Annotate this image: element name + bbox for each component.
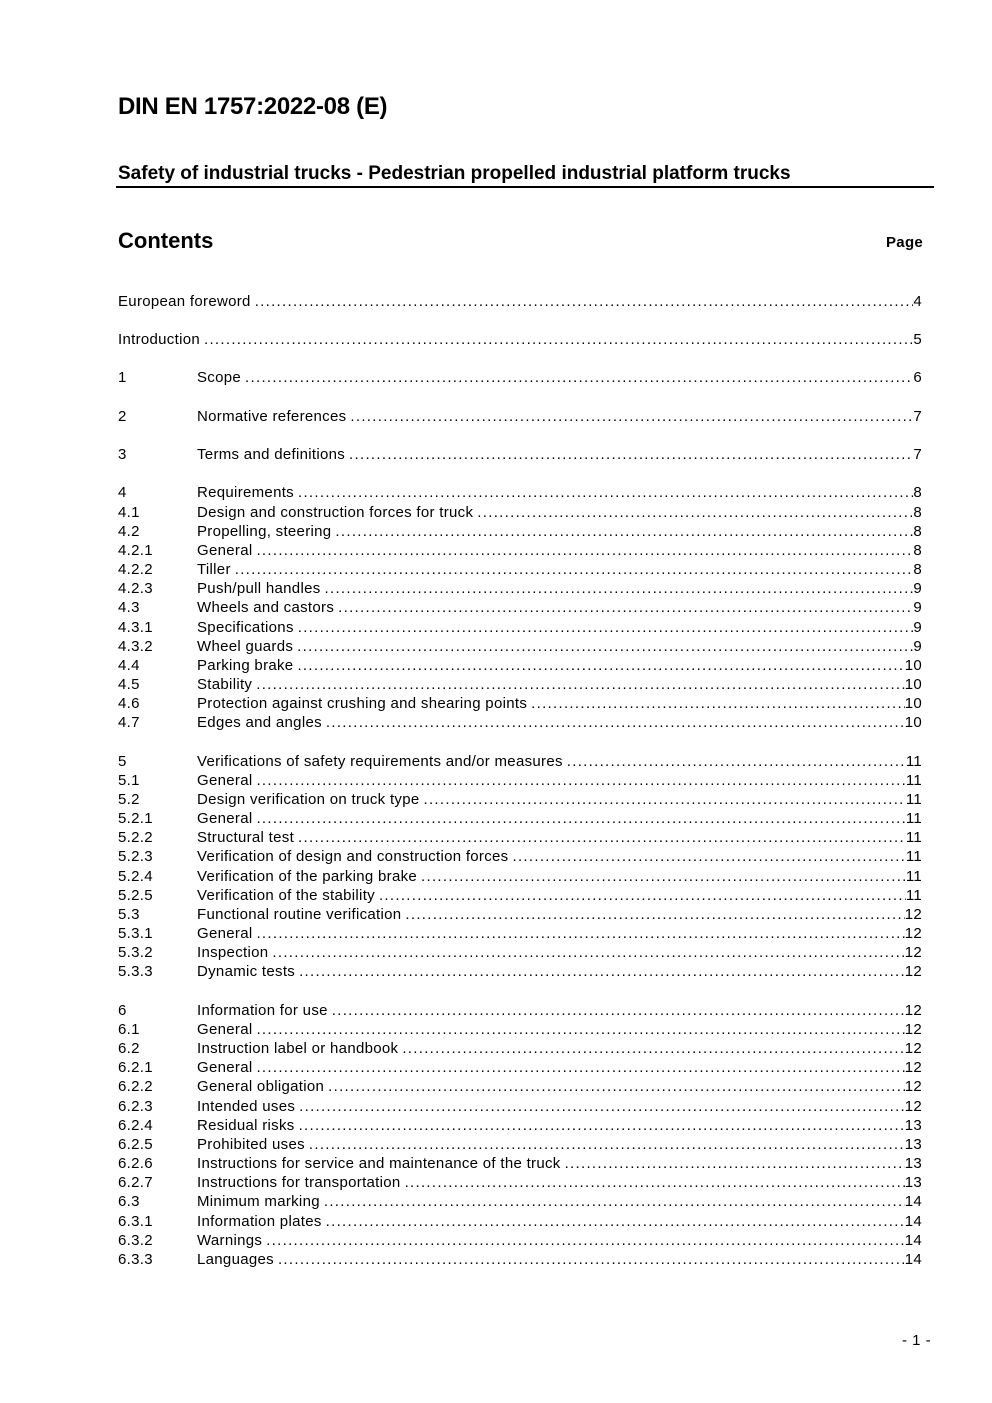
toc-entry-page: 14 [904,1251,922,1268]
toc-entry[interactable] [118,1212,922,1231]
toc-entry-page: 11 [905,791,922,808]
toc-entry-page: 10 [904,676,922,693]
toc-entry[interactable] [118,675,922,694]
toc-entry-number: 4.7 [118,714,140,731]
toc-entry-number: 4.2.3 [118,580,153,597]
toc-entry-page: 12 [904,1021,922,1038]
toc-entry-title: Stability [197,676,253,693]
toc-entry-page: 12 [904,1002,922,1019]
toc-entry-number: 6.3 [118,1193,140,1210]
toc-entry[interactable] [118,1001,922,1020]
toc-entry-title: Wheel guards [197,638,294,655]
toc-entry-page: 14 [904,1213,922,1230]
toc-entry-number: 3 [118,446,127,463]
toc-entry[interactable] [118,503,922,522]
toc-entry-page: 13 [904,1174,922,1191]
toc-entry[interactable] [118,924,922,943]
dot-leader [349,445,913,464]
toc-entry-number: 5.2 [118,791,140,808]
toc-entry-page: 8 [913,504,922,521]
toc-entry[interactable] [118,847,922,866]
dot-leader [235,560,914,579]
toc-entry-title: Intended uses [197,1098,296,1115]
dot-leader [278,1250,905,1269]
toc-entry[interactable] [118,445,922,464]
toc-entry-number: 5.2.3 [118,848,153,865]
toc-entry-number: 6.2.3 [118,1098,153,1115]
toc-entry-page: 12 [904,1078,922,1095]
dot-leader [335,522,913,541]
toc-entry-page: 11 [905,753,922,770]
toc-entry-number: 6.3.1 [118,1213,153,1230]
toc-entry-page: 10 [904,695,922,712]
toc-entry[interactable] [118,1097,922,1116]
toc-entry-title: General [197,810,253,827]
toc-entry-number: 4.3.1 [118,619,153,636]
dot-leader [256,675,904,694]
toc-entry-title: Instruction label or handbook [197,1040,399,1057]
dot-leader [266,1231,905,1250]
toc-entry[interactable] [118,598,922,617]
toc-entry-page: 7 [913,408,922,425]
toc-entry-page: 13 [904,1155,922,1172]
toc-entry-number: 5.1 [118,772,140,789]
toc-entry-number: 4.2.2 [118,561,153,578]
toc-entry-number: 4.3 [118,599,140,616]
toc-entry-page: 8 [913,484,922,501]
toc-entry-title: General [197,925,253,942]
toc-entry-number: 5 [118,753,127,770]
toc-entry-title: Inspection [197,944,269,961]
dot-leader [309,1135,905,1154]
dot-leader [297,637,913,656]
toc-entry-title: Instructions for transportation [197,1174,401,1191]
title-rule [116,186,934,188]
dot-leader [405,905,904,924]
toc-entry-page: 12 [904,1059,922,1076]
dot-leader [325,579,914,598]
toc-entry-title: Scope [197,369,242,386]
toc-entry-title: Warnings [197,1232,263,1249]
toc-entry-number: 6 [118,1002,127,1019]
toc-entry-title: Verifications of safety requirements and/or measures [197,753,563,770]
toc-entry[interactable] [118,407,922,426]
toc-entry[interactable] [118,886,922,905]
toc-entry-title: Verification of the parking brake [197,868,418,885]
toc-entry[interactable] [118,1116,922,1135]
dot-leader [405,1173,905,1192]
toc-entry-page: 11 [905,810,922,827]
dot-leader [338,598,913,617]
toc-entry[interactable] [118,1135,922,1154]
toc-entry-title: Information for use [197,1002,328,1019]
toc-entry-title: Terms and definitions [197,446,346,463]
dot-leader [299,962,905,981]
toc-entry[interactable] [118,618,922,637]
page-column-label: Page [886,234,924,251]
toc-entry-title: Push/pull handles [197,580,321,597]
dot-leader [245,368,913,387]
dot-leader [326,713,905,732]
toc-entry-page: 13 [904,1136,922,1153]
toc-entry[interactable] [118,905,922,924]
toc-entry-page: 9 [913,580,922,597]
toc-entry-number: 6.1 [118,1021,140,1038]
toc-entry-number: 6.2 [118,1040,140,1057]
toc-entry-page: 8 [913,523,922,540]
toc-entry-page: 5 [913,331,922,348]
dot-leader [402,1039,904,1058]
dot-leader [326,1212,905,1231]
toc-entry-page: 9 [913,638,922,655]
dot-leader [379,886,906,905]
toc-entry-title: Requirements [197,484,294,501]
toc-entry-number: 6.3.3 [118,1251,153,1268]
toc-entry-number: 5.2.5 [118,887,153,904]
toc-entry-page: 6 [913,369,922,386]
toc-entry[interactable] [118,1173,922,1192]
toc-entry-number: 5.3 [118,906,140,923]
dot-leader [204,330,913,349]
toc-entry[interactable] [118,713,922,732]
toc-entry-title: General [197,1021,253,1038]
toc-entry-page: 13 [904,1117,922,1134]
dot-leader [298,483,913,502]
toc-entry-number: 5.2.4 [118,868,153,885]
toc-entry-title: General [197,772,253,789]
toc-entry-title: Design and construction forces for truck [197,504,474,521]
toc-entry[interactable] [118,330,922,349]
toc-entry-page: 9 [913,599,922,616]
toc-entry-title: Protection against crushing and shearing points [197,695,528,712]
toc-entry-page: 12 [904,1098,922,1115]
toc-entry[interactable] [118,943,922,962]
dot-leader [512,847,905,866]
toc-entry[interactable] [118,694,922,713]
toc-entry-page: 11 [905,772,922,789]
toc-entry[interactable] [118,368,922,387]
toc-entry-title: Edges and angles [197,714,322,731]
dot-leader [256,1020,904,1039]
toc-entry-page: 11 [905,829,922,846]
toc-entry[interactable] [118,1154,922,1173]
toc-entry-title: Structural test [197,829,295,846]
toc-entry-title: Verification of the stability [197,887,375,904]
toc-entry-title: Normative references [197,408,347,425]
dot-leader [298,828,906,847]
toc-entry[interactable] [118,1039,922,1058]
toc-entry-page: 8 [913,542,922,559]
toc-entry-number: 5.2.1 [118,810,153,827]
toc-entry-page: 12 [904,944,922,961]
toc-entry-page: 12 [904,1040,922,1057]
toc-entry-title: Specifications [197,619,294,636]
toc-entry-number: 6.2.1 [118,1059,153,1076]
toc-entry-page: 4 [913,293,922,310]
dot-leader [256,1058,904,1077]
toc-entry-number: 5.2.2 [118,829,153,846]
footer-page-number: - 1 - [902,1332,932,1349]
toc-entry[interactable] [118,560,922,579]
toc-entry[interactable] [118,483,922,502]
dot-leader [299,1116,905,1135]
toc-entry[interactable] [118,1020,922,1039]
toc-entry-number: 6.2.6 [118,1155,153,1172]
toc-entry-page: 11 [905,887,922,904]
toc-entry[interactable] [118,656,922,675]
dot-leader [328,1077,905,1096]
toc-entry-page: 14 [904,1193,922,1210]
toc-entry-number: 4.4 [118,657,140,674]
dot-leader [272,943,904,962]
toc-entry-number: 4.3.2 [118,638,153,655]
toc-entry[interactable] [118,790,922,809]
dot-leader [256,541,913,560]
toc-entry-page: 12 [904,906,922,923]
toc-entry-number: 4.2 [118,523,140,540]
toc-entry-page: 10 [904,714,922,731]
toc-entry-title: Minimum marking [197,1193,320,1210]
toc-entry-number: 4.6 [118,695,140,712]
toc-entry-number: 5.3.3 [118,963,153,980]
toc-entry-page: 12 [904,925,922,942]
dot-leader [255,292,914,311]
toc-entry-title: Residual risks [197,1117,295,1134]
dot-leader [324,1192,905,1211]
toc-entry-number: 4 [118,484,127,501]
document-subtitle: Safety of industrial trucks - Pedestrian propelled industrial platform trucks [118,163,791,184]
toc-entry[interactable] [118,637,922,656]
toc-entry-number: 1 [118,369,127,386]
toc-entry-title: Verification of design and construction forces [197,848,509,865]
dot-leader [256,771,905,790]
dot-leader [298,618,914,637]
toc-entry[interactable] [118,962,922,981]
toc-entry-title: Languages [197,1251,274,1268]
toc-entry-title: Design verification on truck type [197,791,420,808]
toc-entry-number: 6.2.4 [118,1117,153,1134]
toc-entry-number: 6.2.2 [118,1078,153,1095]
dot-leader [424,790,906,809]
toc-entry-number: 2 [118,408,127,425]
toc-entry-page: 7 [913,446,922,463]
toc-entry[interactable] [118,579,922,598]
toc-entry-title: General obligation [197,1078,325,1095]
toc-entry-title: Introduction [118,331,200,348]
dot-leader [565,1154,905,1173]
contents-heading: Contents [118,228,214,253]
toc-entry[interactable] [118,541,922,560]
toc-entry-number: 6.2.7 [118,1174,153,1191]
toc-entry-number: 5.3.1 [118,925,153,942]
toc-entry-title: Information plates [197,1213,322,1230]
dot-leader [297,656,904,675]
toc-entry-number: 6.3.2 [118,1232,153,1249]
dot-leader [332,1001,905,1020]
dot-leader [421,867,906,886]
toc-entry[interactable] [118,1250,922,1269]
toc-entry-number: 5.3.2 [118,944,153,961]
toc-entry-title: Parking brake [197,657,294,674]
toc-entry-page: 9 [913,619,922,636]
toc-entry[interactable] [118,809,922,828]
toc-entry-title: General [197,1059,253,1076]
toc-entry[interactable] [118,292,922,311]
toc-entry-page: 12 [904,963,922,980]
toc-entry-page: 8 [913,561,922,578]
toc-entry-title: Instructions for service and maintenance of the truck [197,1155,561,1172]
dot-leader [477,503,913,522]
toc-entry[interactable] [118,771,922,790]
dot-leader [256,924,904,943]
toc-entry-page: 10 [904,657,922,674]
dot-leader [350,407,913,426]
toc-entry[interactable] [118,1231,922,1250]
dot-leader [299,1097,905,1116]
toc-entry-title: Wheels and castors [197,599,335,616]
toc-entry-title: Prohibited uses [197,1136,305,1153]
toc-entry-number: 6.2.5 [118,1136,153,1153]
toc-entry-title: General [197,542,253,559]
dot-leader [567,752,906,771]
toc-entry-number: 4.2.1 [118,542,153,559]
toc-entry[interactable] [118,1192,922,1211]
toc-entry[interactable] [118,1058,922,1077]
toc-entry-number: 4.1 [118,504,140,521]
toc-entry[interactable] [118,522,922,541]
dot-leader [531,694,905,713]
toc-entry-page: 11 [905,848,922,865]
toc-entry[interactable] [118,828,922,847]
toc-entry-title: European foreword [118,293,251,310]
toc-entry[interactable] [118,867,922,886]
toc-entry-page: 14 [904,1232,922,1249]
toc-entry-page: 11 [905,868,922,885]
document-title: DIN EN 1757:2022-08 (E) [118,93,388,120]
toc-entry-title: Propelling, steering [197,523,332,540]
toc-entry-title: Functional routine verification [197,906,402,923]
toc-entry-title: Dynamic tests [197,963,296,980]
toc-entry-number: 4.5 [118,676,140,693]
toc-entry[interactable] [118,752,922,771]
toc-entry[interactable] [118,1077,922,1096]
toc-entry-title: Tiller [197,561,231,578]
dot-leader [256,809,905,828]
